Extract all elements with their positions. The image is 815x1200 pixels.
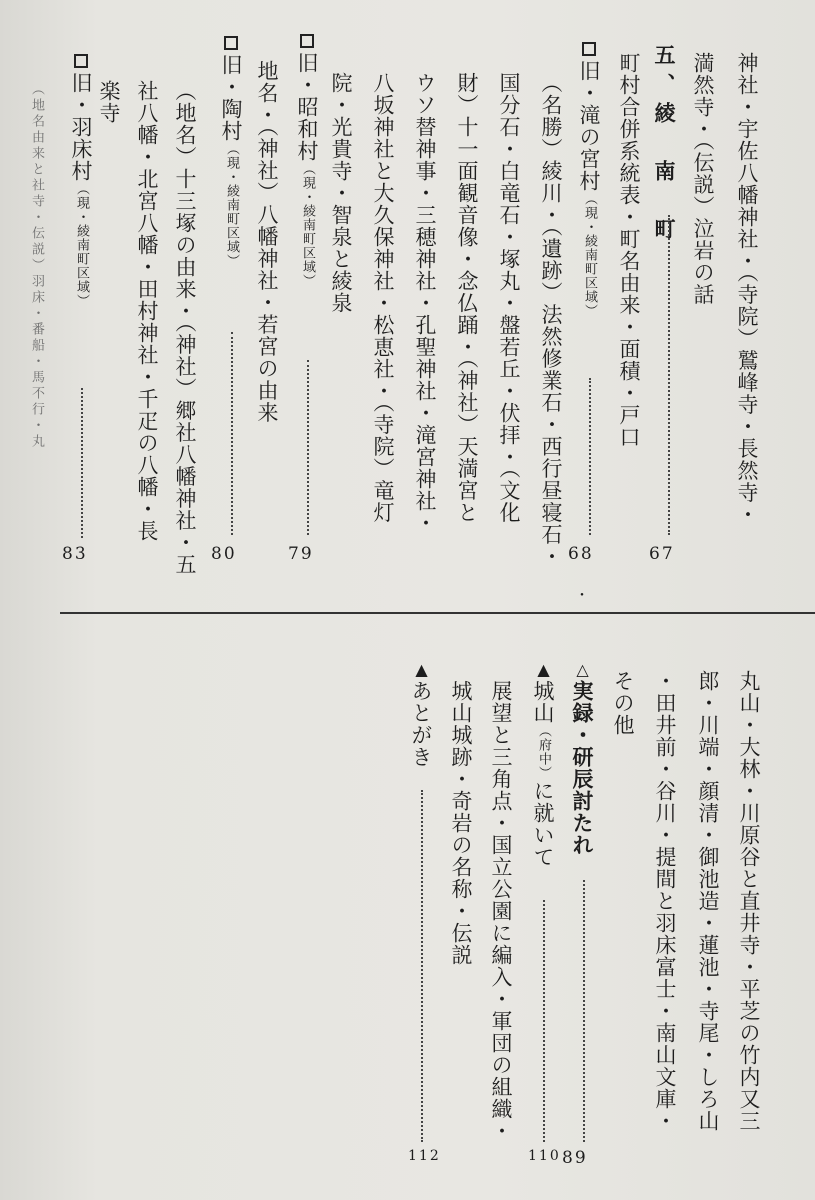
page-number: 110 [528, 1148, 561, 1164]
toc-line: 城山城跡・奇岩の名称・伝説 [449, 680, 473, 966]
toc-line: 地名・（神社）八幡神社・若宮の由来 [255, 60, 279, 424]
toc-line-faded: （地名由来と社寺・伝説）羽床・番船・馬不行・丸 [29, 82, 44, 450]
toc-line: 丸山・大林・川原谷と直井寺・平芝の竹内又三 [737, 670, 761, 1132]
page-number: 68 [568, 544, 594, 564]
stray-mark: ・ [575, 588, 589, 604]
triangle-icon: ▲ [412, 660, 431, 680]
toc-entry-heading: 旧・羽床村（現・綾南町区域） [70, 54, 91, 308]
toc-entry-heading: ▲城山（府中）に就いて [531, 660, 555, 868]
leader-dots [81, 388, 83, 538]
leader-dots [231, 332, 233, 535]
page-number: 67 [649, 544, 675, 564]
toc-entry-heading: 旧・昭和村（現・綾南町区域） [296, 34, 317, 288]
leader-dots [307, 360, 309, 535]
page-number: 112 [408, 1148, 441, 1164]
toc-line: その他 [611, 670, 635, 736]
toc-line: 町村合併系統表・町名由来・面積・戸口 [617, 52, 641, 448]
square-bullet-icon [582, 42, 596, 56]
toc-entry-heading: ▲あとがき [409, 660, 433, 768]
triangle-icon: ▲ [534, 660, 553, 680]
toc-line: 八坂神社と大久保神社・松恵社・（寺院）竜灯 [371, 72, 395, 524]
toc-line: 院・光貴寺・智泉と綾泉 [329, 72, 353, 314]
leader-dots [421, 790, 423, 1142]
triangle-outline-icon: △ [573, 660, 592, 680]
toc-line: 神社・宇佐八幡神社・（寺院）鷲峰寺・長然寺・ [735, 52, 759, 526]
toc-line: 楽寺 [97, 80, 121, 124]
square-bullet-icon [74, 54, 88, 68]
page-number: 89 [562, 1148, 588, 1168]
toc-entry-heading: 旧・陶村（現・綾南町区域） [220, 36, 241, 268]
toc-line: 社八幡・北宮八幡・田村神社・千疋の八幡・長 [135, 80, 159, 542]
page-number: 80 [211, 544, 237, 564]
page-number: 79 [288, 544, 314, 564]
toc-line: ウソ替神事・三穂神社・孔聖神社・滝宮神社・ [413, 72, 437, 534]
leader-dots [589, 378, 591, 535]
toc-line: 郎・川端・顔清・御池造・蓮池・寺尾・しろ山 [696, 670, 720, 1132]
leader-dots [668, 215, 670, 535]
toc-line: （地名）十三塚の由来・（神社）郷社八幡神社・五 [173, 80, 197, 576]
square-bullet-icon [224, 36, 238, 50]
toc-line: 財）十一面観音像・念仏踊・（神社）天満宮と [455, 72, 479, 524]
toc-line: ・田井前・谷川・提間と羽床富士・南山文庫・ [653, 670, 677, 1132]
leader-dots [583, 880, 585, 1142]
chapter-heading: 五、綾 南 町 [652, 44, 677, 247]
toc-line: 満然寺・（伝説）泣岩の話 [691, 52, 715, 306]
toc-entry-heading: △実録・研辰討たれ [570, 660, 595, 856]
toc-line: 国分石・白竜石・塚丸・盤若丘・伏拝・（文化 [497, 72, 521, 524]
toc-entry-heading: 旧・滝の宮村（現・綾南町区域） [578, 42, 599, 318]
page-number: 83 [62, 544, 88, 564]
toc-line: 展望と三角点・国立公園に編入・軍団の組織・ [489, 680, 513, 1142]
section-divider [60, 612, 815, 614]
square-bullet-icon [300, 34, 314, 48]
leader-dots [543, 900, 545, 1142]
toc-line: （名勝）綾川・（遺跡）法然修業石・西行昼寝石・ [539, 72, 563, 568]
